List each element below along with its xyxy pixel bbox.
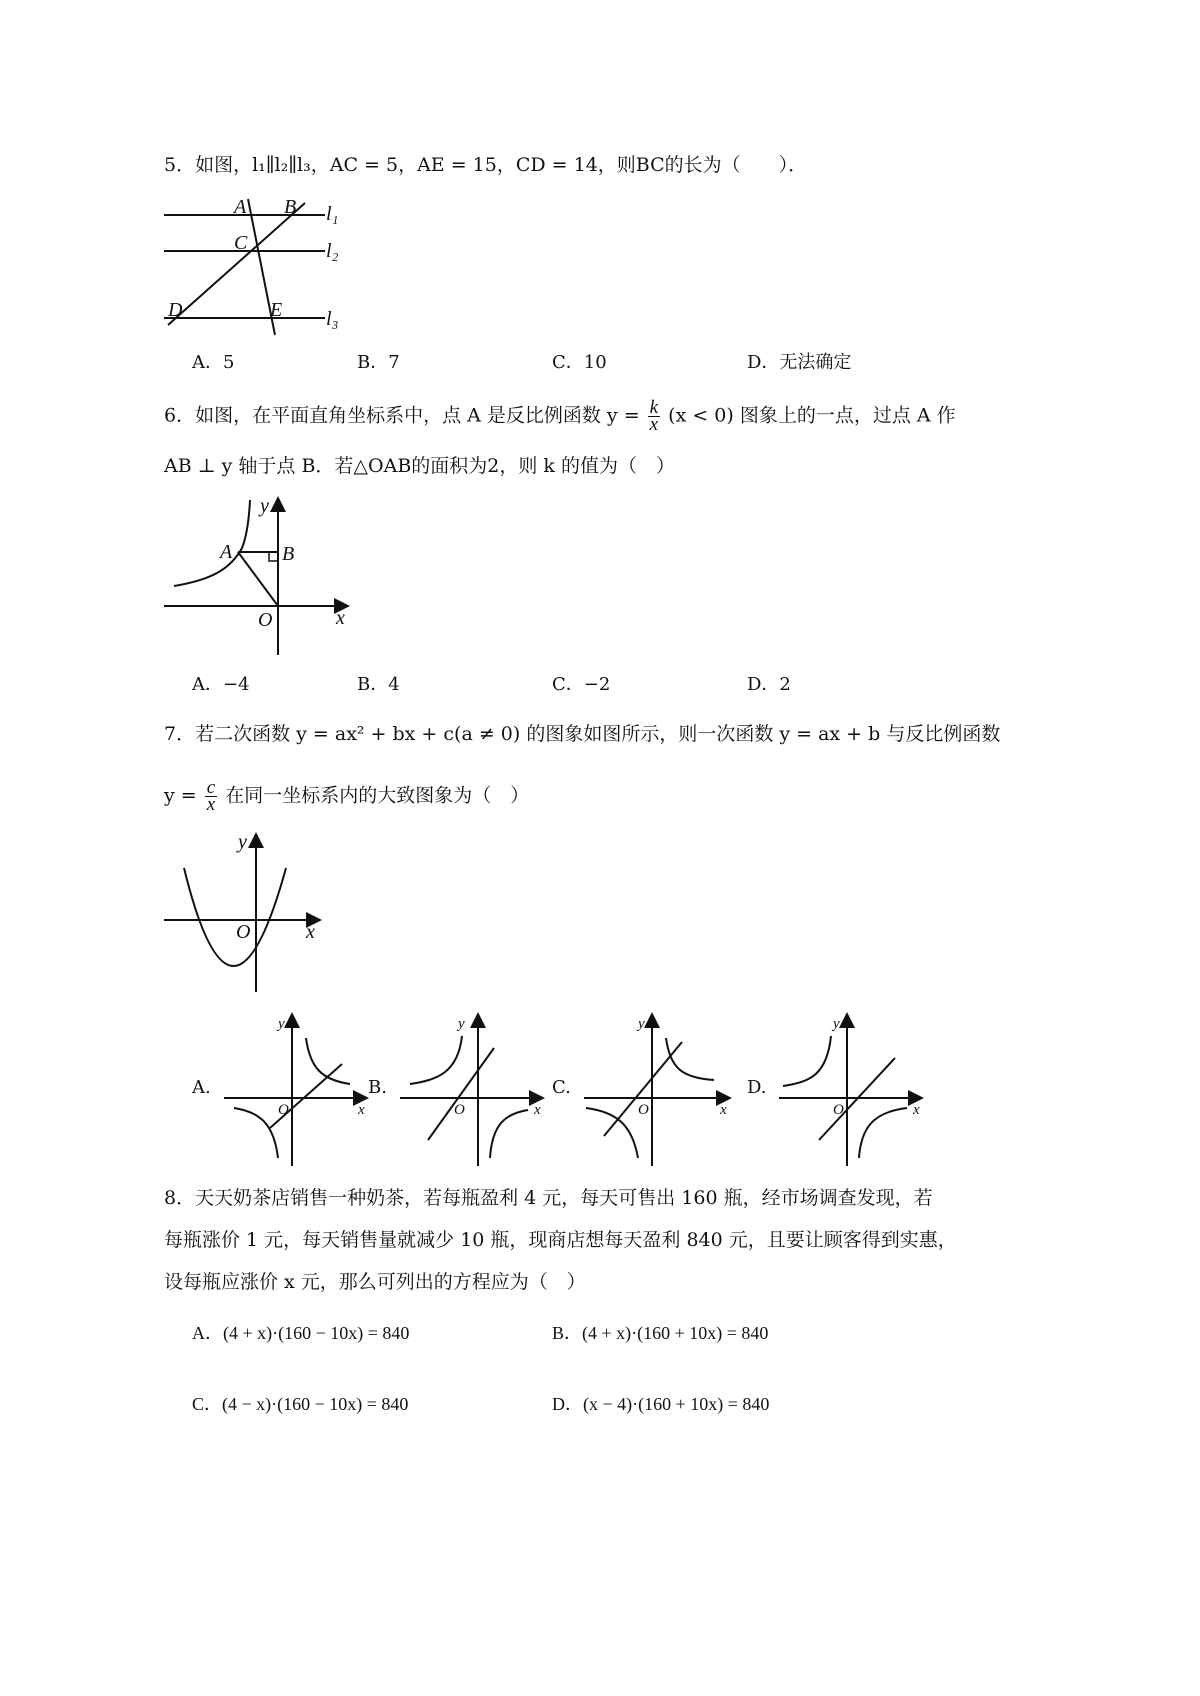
linear-line: [270, 1064, 342, 1128]
q6-stem-line2: AB ⊥ y 轴于点 B．若△OAB的面积为2，则 k 的值为（ ）: [164, 455, 675, 477]
label-A: A: [234, 196, 247, 218]
q7-parabola-figure: [160, 828, 340, 996]
q7-stem-line1: 7．若二次函数 y = ax² + bx + c(a ≠ 0) 的图象如图所示，则一次函数 y = ax + b 与反比例函数: [164, 723, 1001, 745]
q6-option-c: C．−2: [552, 674, 611, 695]
label-l2: l₂: [326, 240, 339, 262]
label-y: y: [458, 1016, 465, 1032]
q7-option-d-graph: [777, 1008, 927, 1168]
label-y: y: [238, 831, 247, 853]
q6-frac-den: x: [649, 414, 659, 435]
q7-frac-den: x: [206, 794, 216, 815]
q8-stem-line1: 8．天天奶茶店销售一种奶茶，若每瓶盈利 4 元，每天可售出 160 瓶，经市场调查发现，若: [164, 1187, 933, 1209]
q6-option-b: B．4: [357, 674, 400, 695]
label-l3: l₃: [326, 308, 339, 330]
parabola-curve: [184, 868, 286, 966]
q7-option-c-letter: C.: [552, 1077, 571, 1098]
label-x: x: [913, 1102, 920, 1118]
q5-option-c: C．10: [552, 352, 607, 373]
q6-figure: [160, 490, 360, 660]
q7-fraction: [205, 777, 217, 815]
segment-DB: [168, 203, 305, 325]
q8-option-b: B．(4 + x)·(160 + 10x) = 840: [552, 1323, 769, 1343]
q5-figure: [160, 195, 350, 340]
label-y: y: [278, 1016, 285, 1032]
label-O: O: [236, 921, 251, 943]
q7-option-a-graph: [222, 1008, 372, 1168]
q6-frac-num: k: [649, 397, 659, 418]
q5-option-b: B．7: [357, 352, 400, 373]
label-y: y: [638, 1016, 645, 1032]
q6-fraction: [648, 397, 660, 435]
label-O: O: [258, 609, 273, 631]
q6-stem-line1: [164, 397, 956, 435]
q8-option-d: D．(x − 4)·(160 + 10x) = 840: [552, 1394, 770, 1414]
hyperbola-q3: [586, 1108, 638, 1158]
label-O: O: [278, 1102, 289, 1118]
segment-AO: [238, 552, 278, 606]
q6-option-d: D．2: [747, 674, 791, 695]
hyperbola-curve: [174, 500, 250, 586]
label-B: B: [284, 196, 297, 218]
q7-option-d-letter: D.: [747, 1077, 767, 1098]
label-O: O: [833, 1102, 844, 1118]
q5-option-d: D．无法确定: [747, 352, 852, 373]
label-D: D: [168, 299, 183, 321]
q7-stem-part-a: y =: [164, 784, 197, 807]
label-E: E: [270, 299, 283, 321]
label-x: x: [534, 1102, 541, 1118]
q7-option-b-letter: B.: [368, 1077, 387, 1098]
linear-line: [604, 1042, 682, 1136]
q8-option-c: C．(4 − x)·(160 − 10x) = 840: [192, 1394, 409, 1414]
label-l1: l₁: [326, 203, 339, 225]
label-x: x: [336, 607, 345, 629]
q5-stem: 5．如图，l₁∥l₂∥l₃，AC = 5，AE = 15，CD = 14，则BC的长为（ ）．: [164, 154, 808, 176]
right-angle-mark: [269, 552, 278, 561]
label-x: x: [306, 921, 315, 943]
hyperbola-q2: [783, 1036, 831, 1086]
label-y: y: [833, 1016, 840, 1032]
q6-stem-part-b: (x < 0) 图象上的一点，过点 A 作: [668, 404, 956, 427]
q7-stem-part-b: 在同一坐标系内的大致图象为（ ）: [225, 784, 530, 807]
q6-stem-part-a: 6．如图，在平面直角坐标系中，点 A 是反比例函数 y =: [164, 404, 640, 427]
label-O: O: [454, 1102, 465, 1118]
label-C: C: [234, 232, 248, 254]
q8-option-a: A．(4 + x)·(160 − 10x) = 840: [192, 1323, 410, 1343]
q7-stem-line2: [164, 777, 530, 815]
q8-stem-line2: 每瓶涨价 1 元，每天销售量就减少 10 瓶，现商店想每天盈利 840 元，且要让顾客得到实惠，: [164, 1229, 957, 1251]
q7-option-a-letter: A.: [192, 1077, 211, 1098]
linear-line: [428, 1048, 494, 1140]
q7-option-b-graph: [398, 1008, 548, 1168]
label-O: O: [638, 1102, 649, 1118]
hyperbola-q2: [410, 1036, 462, 1084]
q7-option-c-graph: [582, 1008, 737, 1168]
hyperbola-q1: [666, 1038, 714, 1080]
q6-option-a: A．−4: [192, 674, 250, 695]
hyperbola-q4: [490, 1110, 528, 1158]
label-y: y: [260, 495, 269, 517]
label-x: x: [720, 1102, 727, 1118]
label-x: x: [358, 1102, 365, 1118]
label-A: A: [220, 541, 233, 563]
hyperbola-q3: [234, 1108, 278, 1158]
hyperbola-q4: [859, 1108, 907, 1158]
q8-stem-line3: 设每瓶应涨价 x 元，那么可列出的方程应为（ ）: [164, 1271, 586, 1293]
q5-option-a: A．5: [192, 352, 235, 373]
label-B: B: [282, 543, 295, 565]
q7-frac-num: c: [206, 777, 216, 798]
